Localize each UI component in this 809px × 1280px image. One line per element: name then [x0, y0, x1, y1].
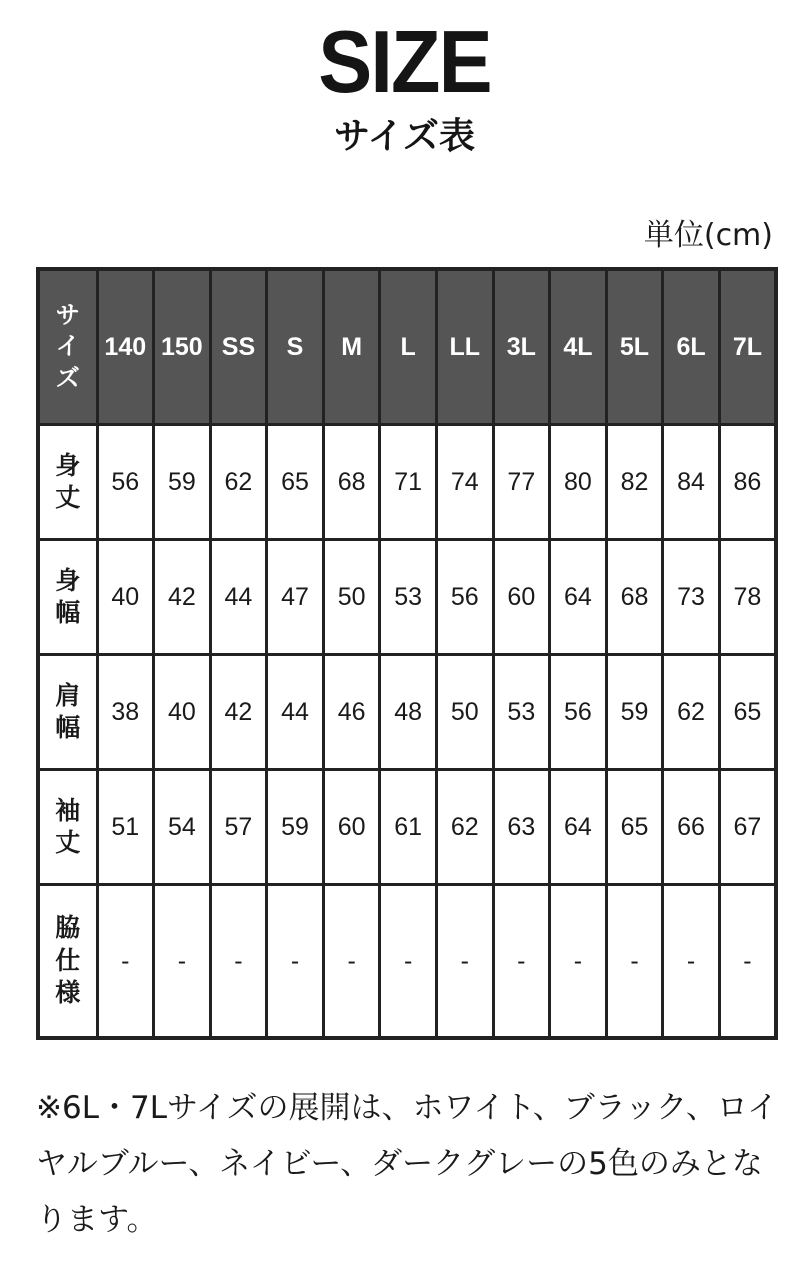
size-header-cell: 6L [663, 269, 720, 425]
size-header-cell: S [267, 269, 324, 425]
table-row [38, 655, 776, 770]
table-cell: 68 [323, 425, 380, 540]
size-table [36, 267, 778, 1040]
table-cell: 38 [97, 655, 154, 770]
table-cell: 64 [550, 770, 607, 885]
row-label-mihaba: 身幅 [38, 540, 97, 655]
unit-label: 単位(cm) [643, 218, 773, 253]
page-subtitle: サイズ表 [333, 116, 476, 157]
size-corner-header [38, 269, 97, 425]
table-cell: 78 [719, 540, 776, 655]
table-cell: 40 [154, 655, 211, 770]
size-header-cell: 4L [550, 269, 607, 425]
table-cell: - [550, 885, 607, 1039]
page-title: SIZE [318, 12, 491, 111]
table-cell: 84 [663, 425, 720, 540]
table-row [38, 425, 776, 540]
table-cell: 59 [154, 425, 211, 540]
table-cell: 44 [267, 655, 324, 770]
table-cell: 57 [210, 770, 267, 885]
size-header-cell: M [323, 269, 380, 425]
table-cell: 50 [323, 540, 380, 655]
row-label-katahaba: 肩幅 [38, 655, 97, 770]
size-header-cell: 150 [154, 269, 211, 425]
table-cell: 59 [606, 655, 663, 770]
table-cell: 80 [550, 425, 607, 540]
table-cell: 63 [493, 770, 550, 885]
table-cell: 50 [436, 655, 493, 770]
table-cell: 62 [663, 655, 720, 770]
table-cell: - [154, 885, 211, 1039]
table-cell: - [436, 885, 493, 1039]
table-row [38, 885, 776, 1039]
table-cell: 56 [97, 425, 154, 540]
table-cell: 53 [380, 540, 437, 655]
size-header-cell: 5L [606, 269, 663, 425]
size-header-cell: 3L [493, 269, 550, 425]
table-cell: 73 [663, 540, 720, 655]
table-cell: - [323, 885, 380, 1039]
table-cell: 40 [97, 540, 154, 655]
table-cell: - [210, 885, 267, 1039]
table-cell: - [663, 885, 720, 1039]
table-cell: 56 [550, 655, 607, 770]
size-header-cell: 140 [97, 269, 154, 425]
table-cell: 66 [663, 770, 720, 885]
table-cell: 60 [323, 770, 380, 885]
row-label-mitake: 身丈 [38, 425, 97, 540]
table-cell: - [606, 885, 663, 1039]
table-cell: 54 [154, 770, 211, 885]
table-cell: - [719, 885, 776, 1039]
table-cell: 44 [210, 540, 267, 655]
table-cell: 74 [436, 425, 493, 540]
size-header-cell: L [380, 269, 437, 425]
table-cell: 71 [380, 425, 437, 540]
table-cell: 61 [380, 770, 437, 885]
row-label-sodetake: 袖丈 [38, 770, 97, 885]
table-cell: 60 [493, 540, 550, 655]
table-cell: 65 [267, 425, 324, 540]
table-cell: - [380, 885, 437, 1039]
size-header-cell: SS [210, 269, 267, 425]
table-cell: 82 [606, 425, 663, 540]
table-cell: 47 [267, 540, 324, 655]
table-cell: 68 [606, 540, 663, 655]
size-header-cell: 7L [719, 269, 776, 425]
size-corner-label: サイズ [55, 301, 80, 392]
table-cell: 59 [267, 770, 324, 885]
table-row [38, 540, 776, 655]
table-cell: 42 [154, 540, 211, 655]
table-cell: 86 [719, 425, 776, 540]
table-row [38, 770, 776, 885]
table-cell: 53 [493, 655, 550, 770]
size-header-cell: LL [436, 269, 493, 425]
table-cell: 51 [97, 770, 154, 885]
table-cell: 64 [550, 540, 607, 655]
table-cell: 67 [719, 770, 776, 885]
size-header-row [38, 269, 776, 425]
table-cell: - [97, 885, 154, 1039]
table-cell: - [493, 885, 550, 1039]
availability-note: ※6L・7Lサイズの展開は、ホワイト、ブラック、ロイヤルブルー、ネイビー、ダークグレーの5色のみとなります。 [36, 1090, 778, 1238]
table-cell: 62 [210, 425, 267, 540]
table-cell: 48 [380, 655, 437, 770]
row-label-wakishiyou: 脇仕様 [38, 885, 97, 1039]
table-cell: 42 [210, 655, 267, 770]
table-cell: 62 [436, 770, 493, 885]
table-cell: 46 [323, 655, 380, 770]
table-cell: 77 [493, 425, 550, 540]
table-cell: 65 [719, 655, 776, 770]
table-cell: - [267, 885, 324, 1039]
table-cell: 56 [436, 540, 493, 655]
table-cell: 65 [606, 770, 663, 885]
